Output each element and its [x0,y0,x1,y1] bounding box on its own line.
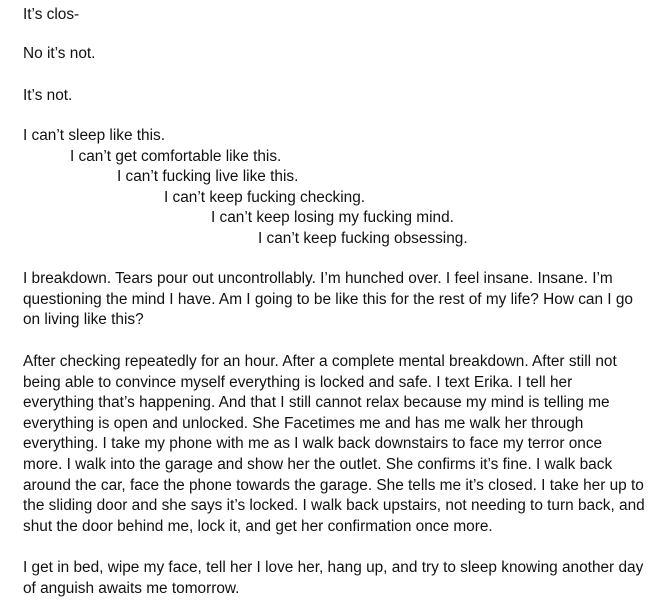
staircase-line-4: I can’t keep fucking checking. [164,189,366,206]
text-line-no-its-not: No it’s not. [23,45,96,62]
staircase-line-2: I can’t get comfortable like this. [70,148,282,165]
staircase-line-3: I can’t fucking live like this. [117,168,299,185]
staircase-line-6: I can’t keep fucking obsessing. [258,230,468,247]
staircase-line-1: I can’t sleep like this. [23,127,166,144]
text-line-its-not: It’s not. [23,87,73,104]
paragraph-get-in-bed: I get in bed, wipe my face, tell her I love her, hang up, and try to sleep knowing another day of anguish awaits me tomorrow. [23,559,644,597]
staircase-line-5: I can’t keep losing my fucking mind. [211,209,454,226]
paragraph-after-checking: After checking repeatedly for an hour. After a complete mental breakdown. After still not being able to convince myself everything is locked and safe. I text Erika. I tell her everything that’s happening. And that I still cannot relax because my mind is telling me everything is open and unlocked. She Facetimes me and has me walk her through everything. I take my phone with me as I walk back downstairs to face my terror once more. I walk into the garage and show her the outlet. She confirms it’s fine. I walk back around the car, face the phone towards the garage. She tells me it’s closed. I take her up to the sliding door and she says it’s locked. I walk back upstairs, not needing to turn back, and shut the door behind me, lock it, and get her confirmation once more. [23,353,645,535]
text-line-its-clos: It’s clos- [23,6,80,23]
paragraph-breakdown: I breakdown. Tears pour out uncontrollably. I’m hunched over. I feel insane. Insane. I’m questioning the mind I have. Am I going to be like this for the rest of my life? How can I go on living like this? [23,270,633,329]
